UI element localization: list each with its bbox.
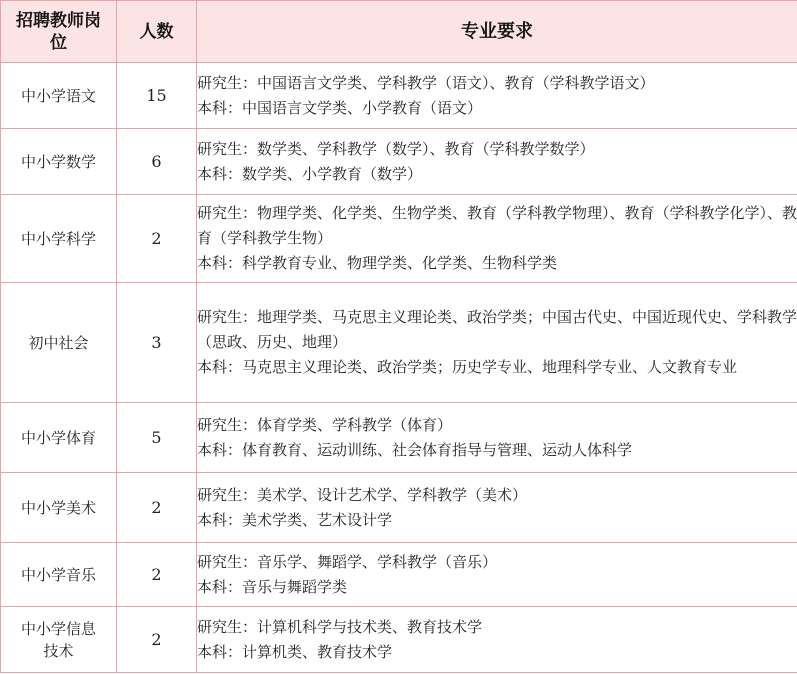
table-row	[1, 607, 797, 673]
table-row	[1, 129, 797, 195]
position-cell: 中小学美术	[1, 473, 117, 543]
requirement-line: 研究生：物理学类、化学类、生物学类、教育（学科教学物理）、教育（学科教学化学）、教育（学科教学生物）	[197, 204, 797, 247]
header-row	[1, 1, 797, 63]
count-cell: 2	[117, 607, 197, 673]
requirements-cell	[197, 63, 797, 129]
requirement-line: 本科：体育教育、运动训练、社会体育指导与管理、运动人体科学	[197, 440, 633, 459]
position-cell: 中小学体育	[1, 403, 117, 473]
requirements-cell	[197, 195, 797, 283]
header-count: 人数	[117, 1, 197, 63]
requirements-cell	[197, 129, 797, 195]
requirement-line: 研究生：体育学类、学科教学（体育）	[197, 415, 453, 434]
table-row	[1, 403, 797, 473]
table-row	[1, 63, 797, 129]
requirement-line: 研究生：地理学类、马克思主义理论类、政治学类；中国古代史、中国近现代史、学科教学（思政、历史、地理）	[197, 308, 797, 351]
count-cell: 3	[117, 283, 197, 403]
requirement-line: 本科：科学教育专业、物理学类、化学类、生物科学类	[197, 254, 558, 272]
position-cell: 中小学语文	[1, 63, 117, 129]
position-cell: 中小学音乐	[1, 543, 117, 607]
count-cell: 2	[117, 473, 197, 543]
requirement-line: 研究生：美术学、设计艺术学、学科教学（美术）	[197, 485, 528, 504]
requirements-cell	[197, 607, 797, 673]
position-cell: 中小学数学	[1, 129, 117, 195]
requirement-line: 本科：中国语言文学类、小学教育（语文）	[197, 98, 483, 117]
count-cell: 6	[117, 129, 197, 195]
requirement-line: 研究生：音乐学、舞蹈学、学科教学（音乐）	[197, 552, 498, 571]
requirement-line: 本科：计算机类、教育技术学	[197, 642, 393, 661]
requirement-line: 本科：数学类、小学教育（数学）	[197, 164, 423, 183]
header-position: 招聘教师岗位	[1, 1, 117, 63]
table-row	[1, 543, 797, 607]
table-row	[1, 195, 797, 283]
requirements-cell	[197, 543, 797, 607]
count-cell: 2	[117, 195, 197, 283]
count-cell: 5	[117, 403, 197, 473]
requirement-line: 研究生：数学类、学科教学（数学）、教育（学科教学数学）	[197, 139, 595, 158]
requirements-cell	[197, 403, 797, 473]
requirements-cell	[197, 283, 797, 403]
position-cell: 中小学科学	[1, 195, 117, 283]
position-cell: 初中社会	[1, 283, 117, 403]
requirement-line: 本科：马克思主义理论类、政治学类；历史学专业、地理科学专业、人文教育专业	[197, 358, 738, 376]
position-cell: 中小学信息技术	[1, 607, 117, 673]
requirement-line: 本科：美术学类、艺术设计学	[197, 510, 393, 529]
count-cell: 2	[117, 543, 197, 607]
requirement-line: 本科：音乐与舞蹈学类	[197, 577, 348, 596]
header-requirements: 专业要求	[197, 1, 797, 63]
requirements-cell	[197, 473, 797, 543]
table-row	[1, 283, 797, 403]
requirement-line: 研究生：中国语言文学类、学科教学（语文）、教育（学科教学语文）	[197, 73, 655, 92]
table-row	[1, 473, 797, 543]
requirement-line: 研究生：计算机科学与技术类、教育技术学	[197, 617, 483, 636]
count-cell: 15	[117, 63, 197, 129]
